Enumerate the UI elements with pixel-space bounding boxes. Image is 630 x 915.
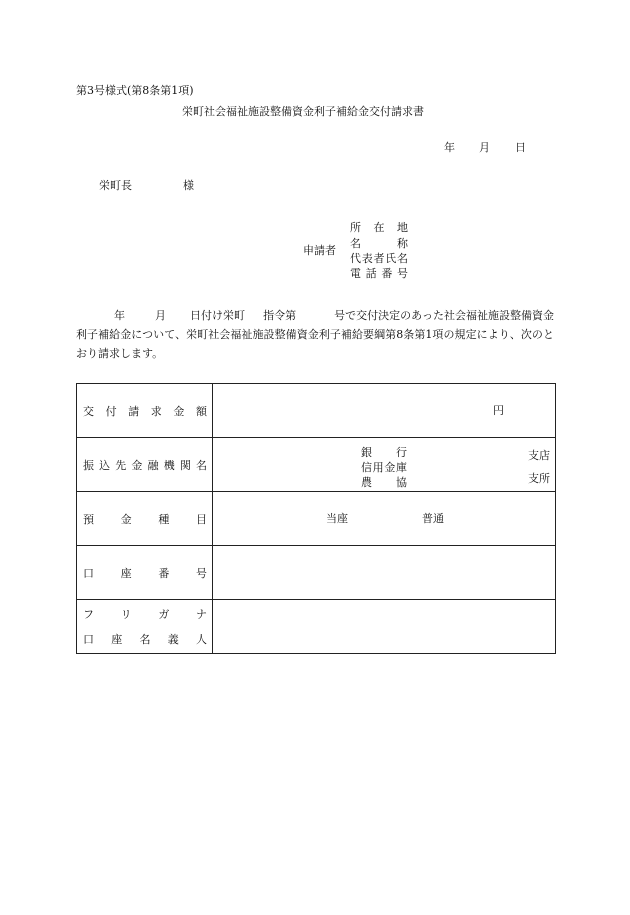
applicant-label: 申請者 — [303, 244, 336, 257]
body-directive: 指令第 — [263, 309, 297, 322]
label-bank: 振 込 先 金 融 機 関 名 — [77, 438, 213, 492]
table-row-amount — [77, 384, 556, 438]
account-holder-cell[interactable] — [213, 600, 556, 654]
deposit-option-current[interactable]: 当座 — [326, 512, 348, 525]
document-title: 栄町社会福祉施設整備資金利子補給金交付請求書 — [182, 105, 424, 118]
bank-type-credit-union: 信 用 金 庫 — [361, 461, 407, 474]
amount-value-cell[interactable] — [213, 384, 556, 438]
date-month-label: 月 — [479, 141, 490, 154]
label-account-holder — [77, 600, 213, 654]
table-row-account-number — [77, 546, 556, 600]
sub-branch-label: 支所 — [528, 472, 550, 485]
addressee-name: 栄町長 — [99, 179, 132, 192]
account-number-cell[interactable] — [213, 546, 556, 600]
label-account-number: 口 座 番 号 — [77, 546, 213, 600]
label-deposit-type: 預 金 種 目 — [77, 492, 213, 546]
bank-value-cell[interactable] — [213, 438, 556, 492]
yen-unit: 円 — [493, 404, 504, 417]
table-row-bank — [77, 438, 556, 492]
deposit-type-cell[interactable] — [213, 492, 556, 546]
bank-type-agricultural-coop: 農 協 — [361, 476, 407, 489]
deposit-option-ordinary[interactable]: 普通 — [422, 512, 444, 525]
body-month: 月 — [155, 309, 167, 322]
table-row-account-holder — [77, 600, 556, 654]
label-furigana: フ リ ガ ナ — [83, 608, 207, 621]
bank-type-bank: 銀 行 — [361, 446, 407, 459]
body-text: 号で交付決定のあった社会福祉施設整備資金利子補給金について、栄町社会福祉施設整備資金利子補給要綱第8条第1項の規定により、次のとおり請求します。 — [76, 309, 555, 360]
applicant-representative-label: 代 表 者 氏 名 — [350, 252, 408, 265]
request-table — [76, 383, 556, 654]
body-year: 年 — [114, 309, 126, 322]
label-holder-name: 口 座 名 義 人 — [83, 633, 207, 646]
applicant-address-label: 所 在 地 — [350, 221, 408, 234]
date-day-label: 日 — [515, 141, 526, 154]
form-number: 第3号様式(第8条第1項) — [76, 84, 194, 97]
branch-label: 支店 — [528, 449, 550, 462]
body-date-prefix: 日付け栄町 — [190, 309, 246, 322]
label-amount: 交 付 請 求 金 額 — [77, 384, 213, 438]
date-year-label: 年 — [444, 141, 455, 154]
addressee-honorific: 様 — [183, 179, 194, 192]
table-row-deposit-type — [77, 492, 556, 546]
applicant-name-label: 名 称 — [350, 237, 408, 250]
applicant-phone-label: 電 話 番 号 — [350, 267, 408, 280]
request-body-text — [76, 306, 554, 363]
